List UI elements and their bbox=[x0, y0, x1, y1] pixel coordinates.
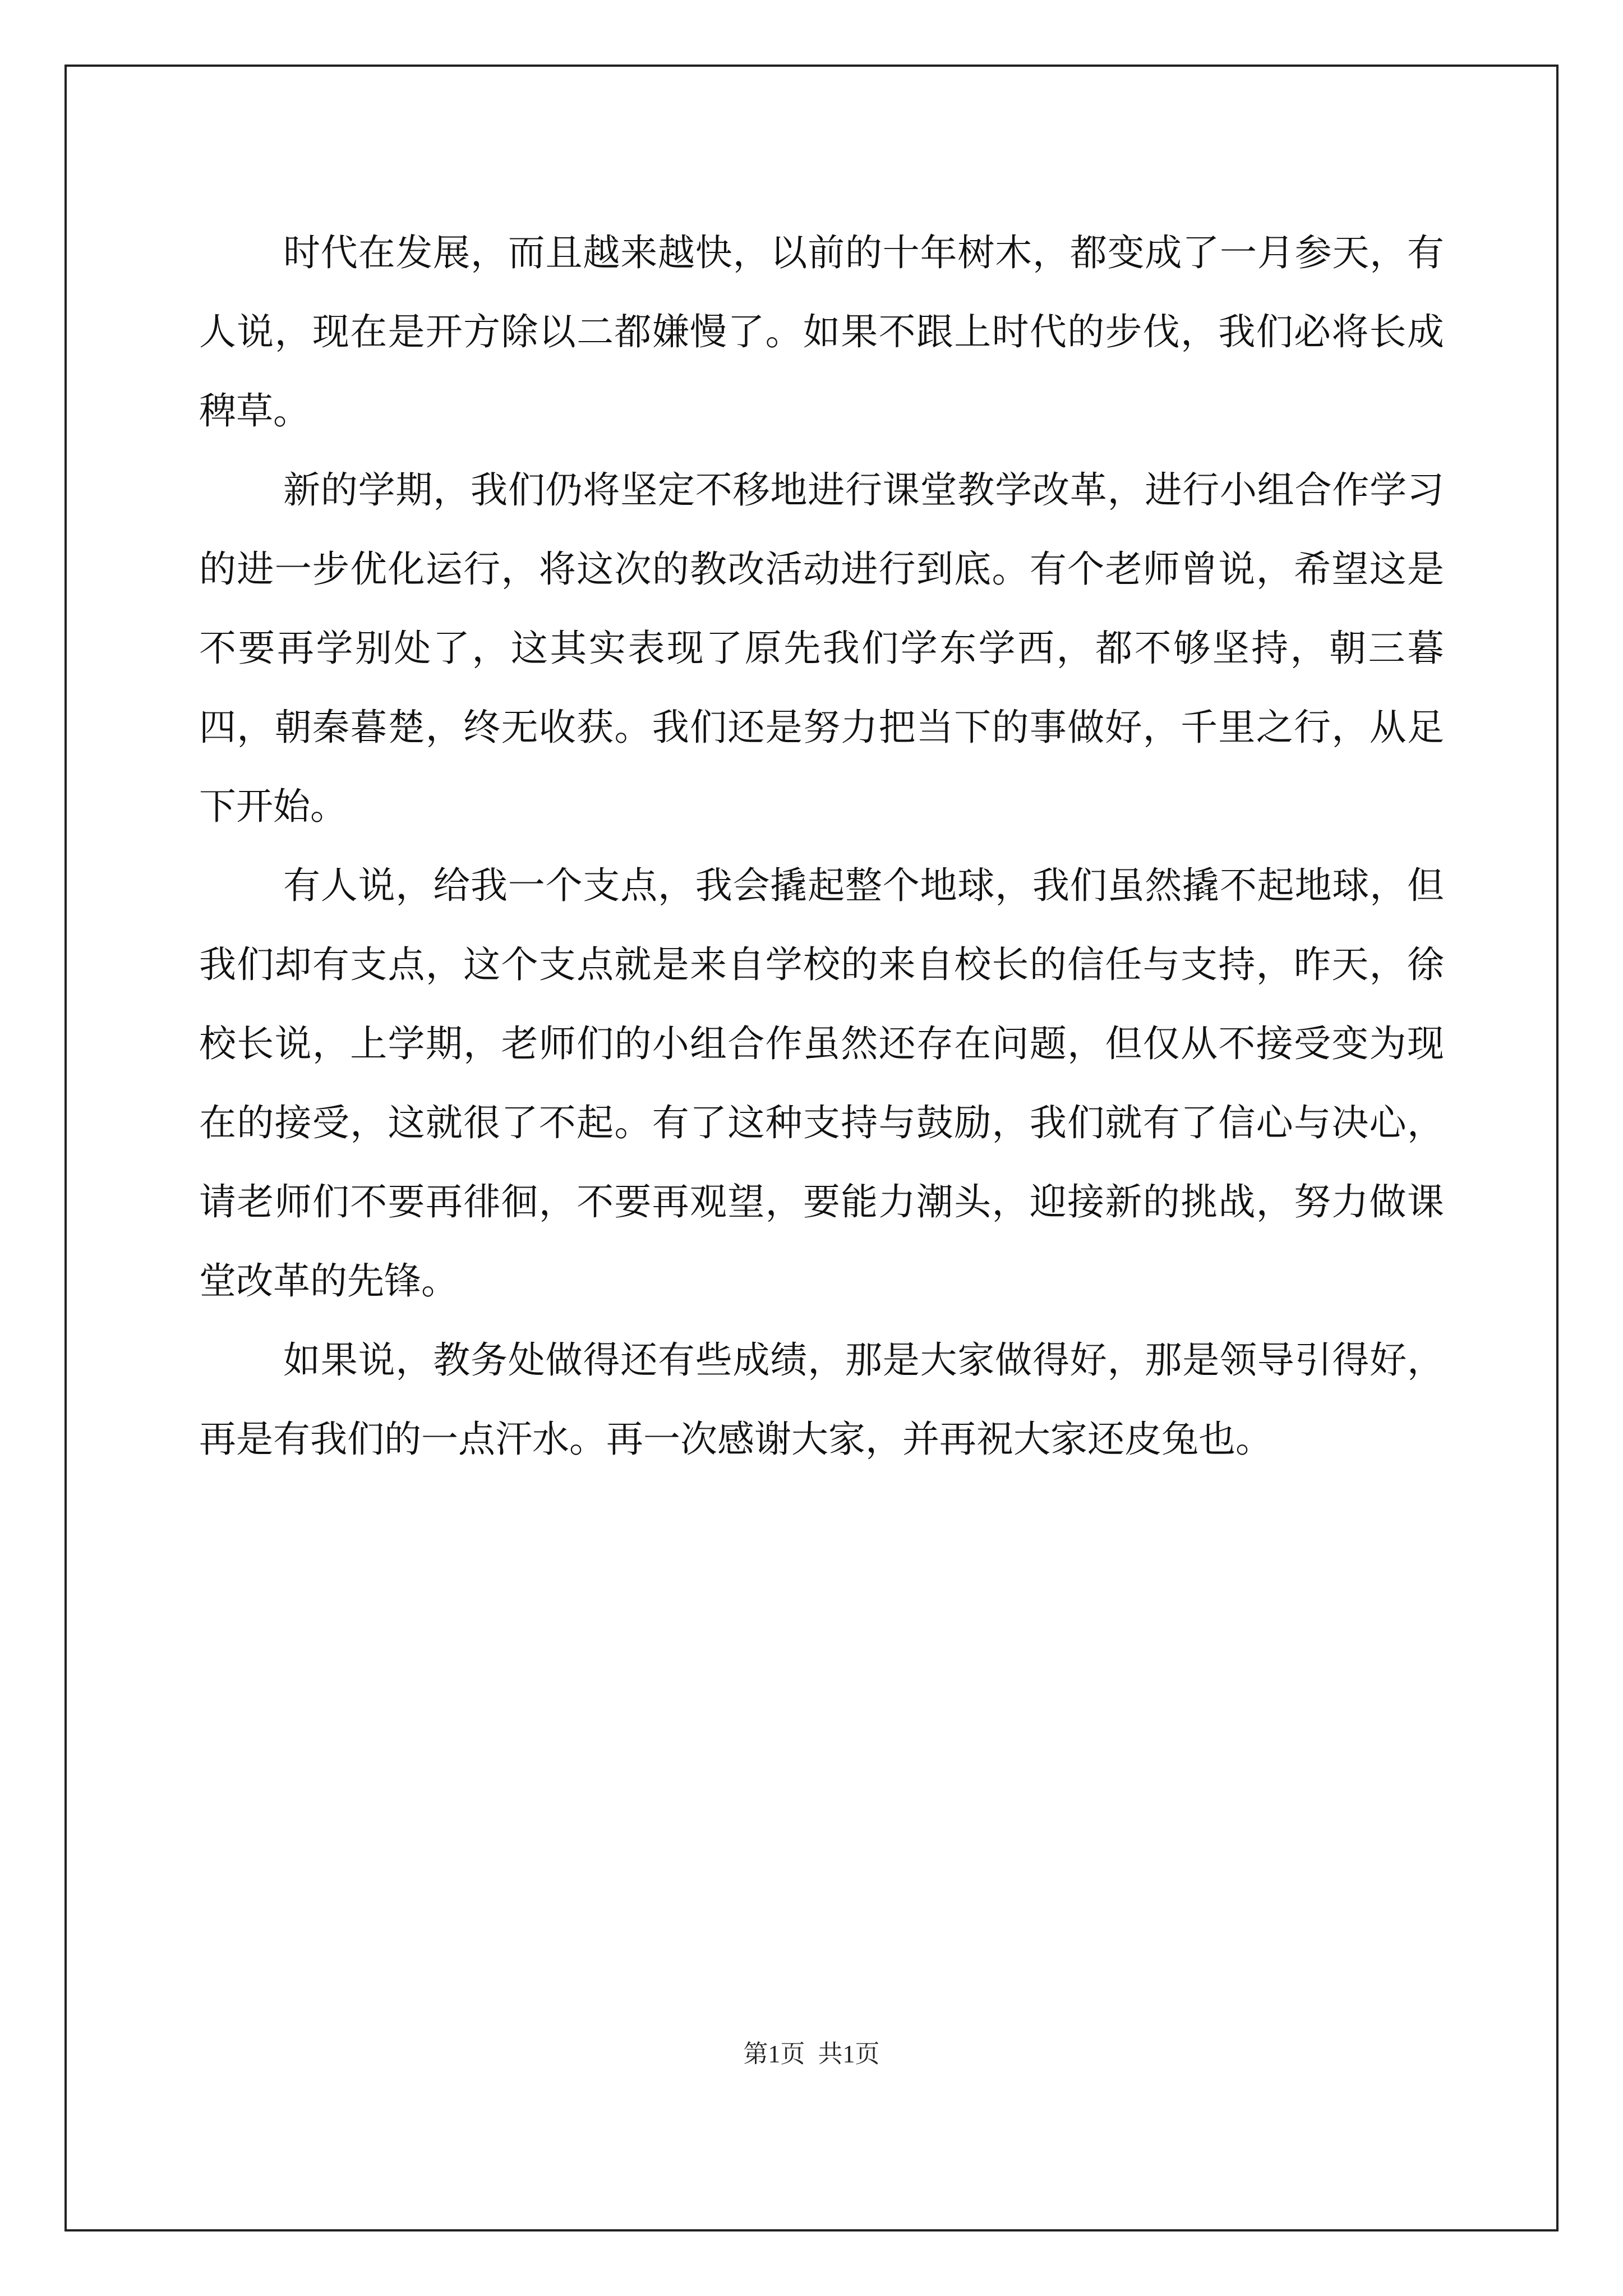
paragraph-3: 有人说，给我一个支点，我会撬起整个地球，我们虽然撬不起地球，但我们却有支点，这个支点就是来自学校的来自校长的信任与支持，昨天，徐校长说，上学期，老师们的小组合作虽然还存在问题，但仅从不接受变为现在的接受，这就很了不起。有了这种支持与鼓励，我们就有了信心与决心，请老师们不要再徘徊，不要再观望，要能力潮头，迎接新的挑战，努力做课堂改革的先锋。 bbox=[199, 864, 1444, 1303]
paragraph-4: 如果说，教务处做得还有些成绩，那是大家做得好，那是领导引得好，再是有我们的一点汗水。再一次感谢大家，并再祝大家还皮兔也。 bbox=[199, 1338, 1444, 1461]
page-footer bbox=[0, 2033, 1623, 2069]
page-number: 第1页 bbox=[743, 2040, 805, 2068]
document-body bbox=[199, 213, 1444, 1479]
page-total: 共1页 bbox=[818, 2040, 880, 2068]
paragraph-2: 新的学期，我们仍将坚定不移地进行课堂教学改革，进行小组合作学习的进一步优化运行，将这次的教改活动进行到底。有个老师曾说，希望这是不要再学别处了，这其实表现了原先我们学东学西，都不够坚持，朝三暮四，朝秦暮楚，终无收获。我们还是努力把当下的事做好，千里之行，从足下开始。 bbox=[199, 468, 1444, 828]
paragraph-1: 时代在发展，而且越来越快，以前的十年树木，都变成了一月参天，有人说，现在是开方除以二都嫌慢了。如果不跟上时代的步伐，我们必将长成稗草。 bbox=[199, 231, 1444, 432]
